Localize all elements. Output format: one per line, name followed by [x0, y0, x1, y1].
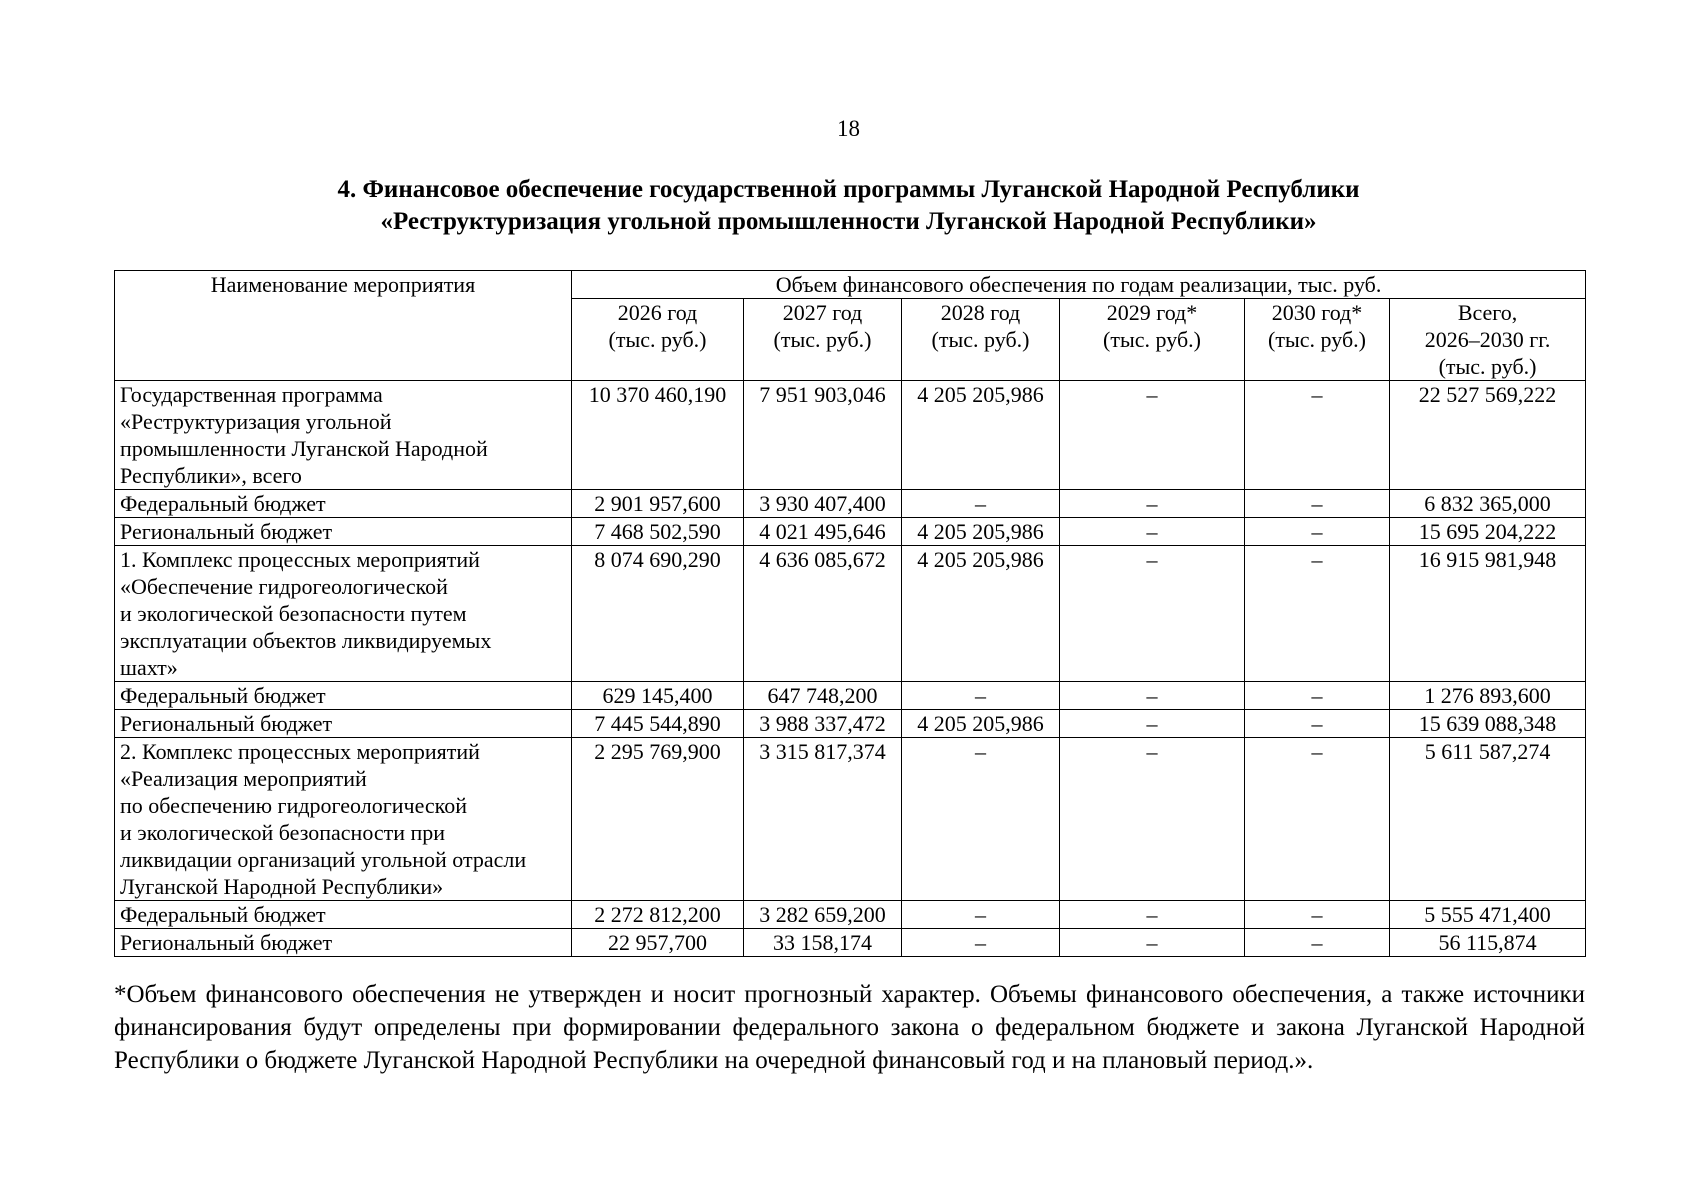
- page-number: 18: [837, 116, 860, 141]
- amount-cell: 8 074 690,290: [572, 546, 744, 682]
- year-header-line: 2026 год: [617, 300, 698, 325]
- amount-cell: 4 205 205,986: [902, 518, 1060, 546]
- year-column-header: [744, 299, 902, 381]
- amount-cell: –: [1060, 381, 1245, 490]
- amount-cell: –: [1245, 710, 1390, 738]
- table-row: [115, 682, 1586, 710]
- amount-cell: 6 832 365,000: [1390, 490, 1586, 518]
- amount-cell: –: [1060, 682, 1245, 710]
- financing-table: [114, 270, 1586, 957]
- table-row: [115, 546, 1586, 682]
- amount-cell: 15 639 088,348: [1390, 710, 1586, 738]
- measure-name-cell: [115, 546, 572, 682]
- measure-name-line: Федеральный бюджет: [120, 683, 326, 708]
- name-column-header: Наименование мероприятия: [115, 271, 572, 381]
- year-header-line: 2026–2030 гг.: [1424, 327, 1551, 352]
- measure-name-line: Федеральный бюджет: [120, 491, 326, 516]
- amount-cell: –: [1245, 682, 1390, 710]
- year-header-line: (тыс. руб.): [773, 327, 872, 352]
- amount-cell: –: [902, 682, 1060, 710]
- amount-cell: 15 695 204,222: [1390, 518, 1586, 546]
- amount-cell: 629 145,400: [572, 682, 744, 710]
- measure-name-cell: [115, 901, 572, 929]
- year-header-line: (тыс. руб.): [608, 327, 707, 352]
- amount-cell: 647 748,200: [744, 682, 902, 710]
- amount-cell: 4 205 205,986: [902, 381, 1060, 490]
- measure-name-line: и экологической безопасности при: [120, 820, 446, 845]
- amount-cell: 7 951 903,046: [744, 381, 902, 490]
- amount-cell: 22 527 569,222: [1390, 381, 1586, 490]
- measure-name-cell: [115, 929, 572, 957]
- amount-cell: 3 988 337,472: [744, 710, 902, 738]
- heading-line-1: 4. Финансовое обеспечение государственной программы Луганской Народной Республики: [337, 176, 1360, 203]
- amount-cell: –: [1245, 490, 1390, 518]
- amount-cell: 3 930 407,400: [744, 490, 902, 518]
- amount-cell: 4 636 085,672: [744, 546, 902, 682]
- amount-cell: 3 315 817,374: [744, 738, 902, 901]
- measure-name-line: 1. Комплекс процессных мероприятий: [120, 547, 480, 572]
- table-body: [115, 381, 1586, 957]
- measure-name-line: Республики», всего: [120, 463, 302, 488]
- measure-name-cell: [115, 682, 572, 710]
- table-row: [115, 710, 1586, 738]
- amount-cell: –: [1245, 929, 1390, 957]
- measure-name-line: шахт»: [120, 655, 178, 680]
- year-header-line: 2029 год*: [1106, 300, 1198, 325]
- table-row: [115, 738, 1586, 901]
- amount-cell: –: [902, 901, 1060, 929]
- heading-line-2: «Реструктуризация угольной промышленности Луганской Народной Республики»: [380, 208, 1317, 235]
- measure-name-line: Региональный бюджет: [120, 711, 333, 736]
- footnote: *Объем финансового обеспечения не утвержден и носит прогнозный характер. Объемы финансового обеспечения, а также источники финансирования будут определены при формировании федерального закона о федеральном бюджете и закона Луганской Народной Республики о бюджете Луганской Народной Республики на очередной финансовый год и на плановый период.».: [114, 981, 1585, 1074]
- year-header-line: Всего,: [1457, 300, 1518, 325]
- table-row: [115, 518, 1586, 546]
- amount-cell: –: [1060, 929, 1245, 957]
- amount-cell: 5 611 587,274: [1390, 738, 1586, 901]
- measure-name-line: «Реструктуризация угольной: [120, 409, 392, 434]
- measure-name-cell: [115, 490, 572, 518]
- amount-cell: –: [1245, 381, 1390, 490]
- amount-cell: 3 282 659,200: [744, 901, 902, 929]
- section-heading: [0, 174, 1697, 238]
- financing-group-header: Объем финансового обеспечения по годам реализации, тыс. руб.: [572, 271, 1586, 299]
- measure-name-line: и экологической безопасности путем: [120, 601, 467, 626]
- measure-name-line: эксплуатации объектов ликвидируемых: [120, 628, 492, 653]
- measure-name-line: ликвидации организаций угольной отрасли: [120, 847, 527, 872]
- measure-name-line: «Реализация мероприятий: [120, 766, 367, 791]
- table-row: [115, 490, 1586, 518]
- amount-cell: –: [1060, 546, 1245, 682]
- header-row-1: [115, 271, 1586, 299]
- year-column-header: [902, 299, 1060, 381]
- year-column-header: [1390, 299, 1586, 381]
- year-column-header: [1060, 299, 1245, 381]
- table-header: [115, 271, 1586, 381]
- amount-cell: –: [1060, 710, 1245, 738]
- measure-name-line: Региональный бюджет: [120, 519, 333, 544]
- measure-name-line: «Обеспечение гидрогеологической: [120, 574, 448, 599]
- amount-cell: 2 272 812,200: [572, 901, 744, 929]
- amount-cell: 33 158,174: [744, 929, 902, 957]
- amount-cell: –: [1245, 738, 1390, 901]
- amount-cell: –: [902, 738, 1060, 901]
- amount-cell: 16 915 981,948: [1390, 546, 1586, 682]
- amount-cell: 4 021 495,646: [744, 518, 902, 546]
- year-header-line: (тыс. руб.): [1268, 327, 1366, 352]
- amount-cell: 56 115,874: [1390, 929, 1586, 957]
- measure-name-cell: [115, 738, 572, 901]
- amount-cell: 2 295 769,900: [572, 738, 744, 901]
- amount-cell: –: [1060, 738, 1245, 901]
- amount-cell: –: [1060, 490, 1245, 518]
- amount-cell: –: [1060, 518, 1245, 546]
- year-column-header: [1245, 299, 1390, 381]
- measure-name-line: 2. Комплекс процессных мероприятий: [120, 739, 480, 764]
- measure-name-cell: [115, 710, 572, 738]
- amount-cell: 4 205 205,986: [902, 710, 1060, 738]
- amount-cell: 4 205 205,986: [902, 546, 1060, 682]
- table-row: [115, 901, 1586, 929]
- year-header-line: (тыс. руб.): [1103, 327, 1201, 352]
- table-row: [115, 381, 1586, 490]
- year-column-header: [572, 299, 744, 381]
- amount-cell: –: [902, 929, 1060, 957]
- year-header-line: (тыс. руб.): [931, 327, 1030, 352]
- amount-cell: –: [902, 490, 1060, 518]
- measure-name-line: Луганской Народной Республики»: [120, 874, 444, 899]
- amount-cell: 7 468 502,590: [572, 518, 744, 546]
- year-header-line: (тыс. руб.): [1438, 354, 1537, 379]
- measure-name-line: Региональный бюджет: [120, 930, 333, 955]
- amount-cell: 5 555 471,400: [1390, 901, 1586, 929]
- amount-cell: 10 370 460,190: [572, 381, 744, 490]
- measure-name-line: по обеспечению гидрогеологической: [120, 793, 468, 818]
- amount-cell: –: [1245, 901, 1390, 929]
- measure-name-line: Федеральный бюджет: [120, 902, 326, 927]
- measure-name-line: промышленности Луганской Народной: [120, 436, 488, 461]
- amount-cell: 1 276 893,600: [1390, 682, 1586, 710]
- year-header-line: 2030 год*: [1271, 300, 1363, 325]
- year-header-line: 2027 год: [782, 300, 863, 325]
- measure-name-cell: [115, 518, 572, 546]
- amount-cell: –: [1060, 901, 1245, 929]
- amount-cell: 22 957,700: [572, 929, 744, 957]
- measure-name-line: Государственная программа: [120, 382, 383, 407]
- amount-cell: –: [1245, 518, 1390, 546]
- table-row: [115, 929, 1586, 957]
- year-header-line: 2028 год: [940, 300, 1021, 325]
- amount-cell: –: [1245, 546, 1390, 682]
- measure-name-cell: [115, 381, 572, 490]
- amount-cell: 2 901 957,600: [572, 490, 744, 518]
- amount-cell: 7 445 544,890: [572, 710, 744, 738]
